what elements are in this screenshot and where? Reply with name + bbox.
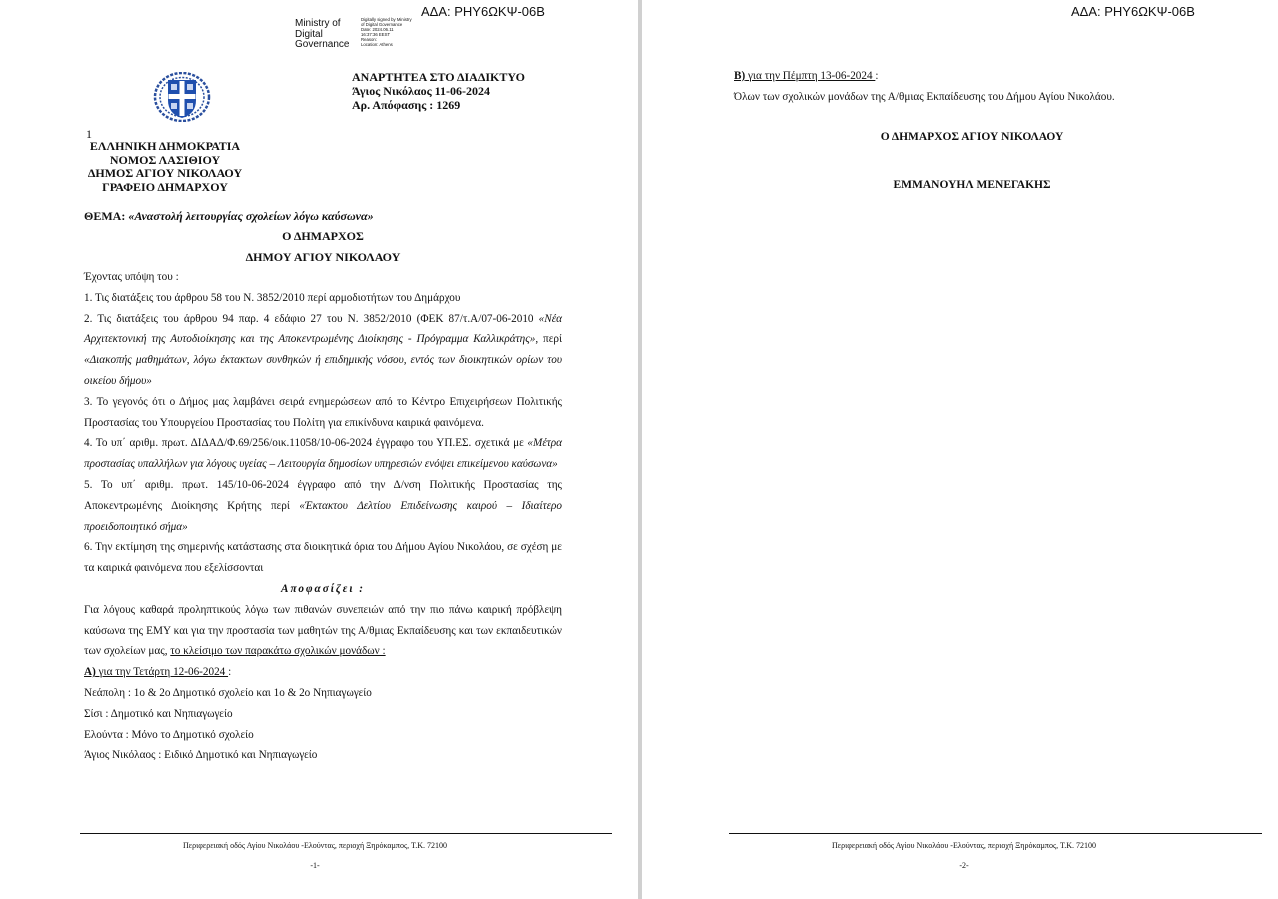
section-b-text: Όλων των σχολικών μονάδων της Α/θμιας Εκπαίδευσης του Δήμου Αγίου Νικολάου. [734, 91, 1115, 103]
authority-number: 1 [86, 127, 92, 141]
section-a-heading: Α) για την Τετάρτη 12-06-2024 : [84, 666, 232, 679]
page-number: -1- [310, 861, 320, 870]
hellenic-emblem-icon [153, 72, 211, 122]
ada-code: ΑΔΑ: ΡΗΥ6ΩΚΨ-06Β [421, 4, 545, 19]
mayor-signature-title: Ο ΔΗΜΑΡΧΟΣ ΑΓΙΟΥ ΝΙΚΟΛΑΟΥ [880, 131, 1064, 143]
consideration-3: 3. Το γεγονός ότι ο Δήμος μας λαμβάνει σειρά ενημερώσεων από το Κέντρο Επιχειρήσεων Πολιτικής Προστασίας του Υπουργείου Προστασίας του Πολίτη για επικίνδυνα καιρικά φαινόμενα. [84, 395, 562, 429]
school-item: Σίσι : Δημοτικό και Νηπιαγωγείο [84, 707, 233, 720]
footer-rule [80, 833, 612, 834]
consideration-2: 2. Τις διατάξεις του άρθρου 94 παρ. 4 εδάφιο 27 του Ν. 3852/2010 (ΦΕΚ 87/τ.Α/07-06-2010 «Νέα Αρχιτεκτονική της Αυτοδιοίκησης και της Αποκεντρωμένης Διοίκησης - Πρόγραμμα Καλλικράτης», περί «Διακοπής μαθημάτων, λόγω έκτακτων συνθηκών ή επιδημικής νόσου, εντός των διοικητικών ορίων του οικείου δήμου» [84, 312, 562, 387]
school-item: Ελούντα : Μόνο το Δημοτικό σχολείο [84, 728, 254, 741]
page-number: -2- [959, 861, 969, 870]
municipality-heading: ΔΗΜΟΥ ΑΓΙΟΥ ΝΙΚΟΛΑΟΥ [245, 250, 401, 264]
school-item: Νεάπολη : 1ο & 2ο Δημοτικό σχολείο και 1ο & 2ο Νηπιαγωγείο [84, 686, 372, 699]
consideration-5: 5. Το υπ΄ αριθμ. πρωτ. 145/10-06-2024 έγγραφο από την Δ/νση Πολιτικής Προστασίας της Αποκεντρωμένης Διοίκησης Κρήτης περί «Έκτακτου Δελτίου Επιδείνωσης καιρού – Ιδιαίτερο προειδοποιητικό σήμα» [84, 478, 562, 533]
signature-ministry: Ministry of Digital Governance [295, 18, 350, 50]
consideration-6: 6. Την εκτίμηση της σημερινής κατάστασης στα διοικητικά όρια του Δήμου Αγίου Νικολάου, σε σχέση με τα καιρικά φαινόμενα που εξελίσσονται [84, 541, 562, 575]
mayor-heading: Ο ΔΗΜΑΡΧΟΣ [282, 229, 364, 243]
publication-header: ΑΝΑΡΤΗΤΕΑ ΣΤΟ ΔΙΑΔΙΚΤΥΟ Άγιος Νικόλαος 11-06-2024 Αρ. Απόφασης : 1269 [352, 70, 525, 112]
authority-block: ΕΛΛΗΝΙΚΗ ΔΗΜΟΚΡΑΤΙΑ ΝΟΜΟΣ ΛΑΣΙΘΙΟΥ ΔΗΜΟΣ ΑΓΙΟΥ ΝΙΚΟΛΑΟΥ ΓΡΑΦΕΙΟ ΔΗΜΑΡΧΟΥ [87, 139, 243, 194]
decides-heading: Αποφασίζει : [280, 582, 366, 595]
subject-line: ΘΕΜΑ: «Αναστολή λειτουργίας σχολείων λόγω καύσωνα» [84, 209, 374, 223]
footer-address: Περιφερειακή οδός Αγίου Νικολάου -Ελούντας, περιοχή Ξηρόκαμπος, Τ.Κ. 72100 [831, 841, 1097, 850]
ada-code: ΑΔΑ: ΡΗΥ6ΩΚΨ-06Β [1071, 4, 1195, 19]
footer-rule [729, 833, 1262, 834]
footer-address: Περιφερειακή οδός Αγίου Νικολάου -Ελούντας, περιοχή Ξηρόκαμπος, Τ.Κ. 72100 [182, 841, 448, 850]
document-body [84, 267, 562, 766]
consideration-1: 1. Τις διατάξεις του άρθρου 58 του Ν. 3852/2010 περί αρμοδιοτήτων του Δημάρχου [84, 291, 461, 304]
school-item: Άγιος Νικόλαος : Ειδικό Δημοτικό και Νηπιαγωγείο [84, 749, 318, 762]
section-b-heading: Β) για την Πέμπτη 13-06-2024 : [734, 70, 879, 82]
consideration-4: 4. Το υπ΄ αριθμ. πρωτ. ΔΙΔΑΔ/Φ.69/256/οικ.11058/10-06-2024 έγγραφο του ΥΠ.ΕΣ. σχετικά με «Μέτρα προστασίας υπαλλήλων για λόγους υγείας – Λειτουργία δημοσίων υπηρεσιών ενόψει επικείμενου καύσωνα» [84, 437, 562, 471]
considerations-intro: Έχοντας υπόψη του : [84, 271, 179, 283]
mayor-name: ΕΜΜΑΝΟΥΗΛ ΜΕΝΕΓΑΚΗΣ [893, 179, 1051, 191]
decision-text: Για λόγους καθαρά προληπτικούς λόγω των πιθανών συνεπειών από την πιο πάνω καιρική πρόβλεψη καύσωνα της ΕΜΥ και για την προστασία των μαθητών της Α/θμιας Εκπαίδευσης και των εκπαιδευτικών των σχολείων μας, το κλείσιμο των παρακάτω σχολικών μονάδων : [84, 603, 562, 658]
signature-details: Digitally signed by Ministry of Digital Governance Date: 2024.06.11 16:37:36 EEST Reason: Location: Athens [361, 17, 412, 47]
